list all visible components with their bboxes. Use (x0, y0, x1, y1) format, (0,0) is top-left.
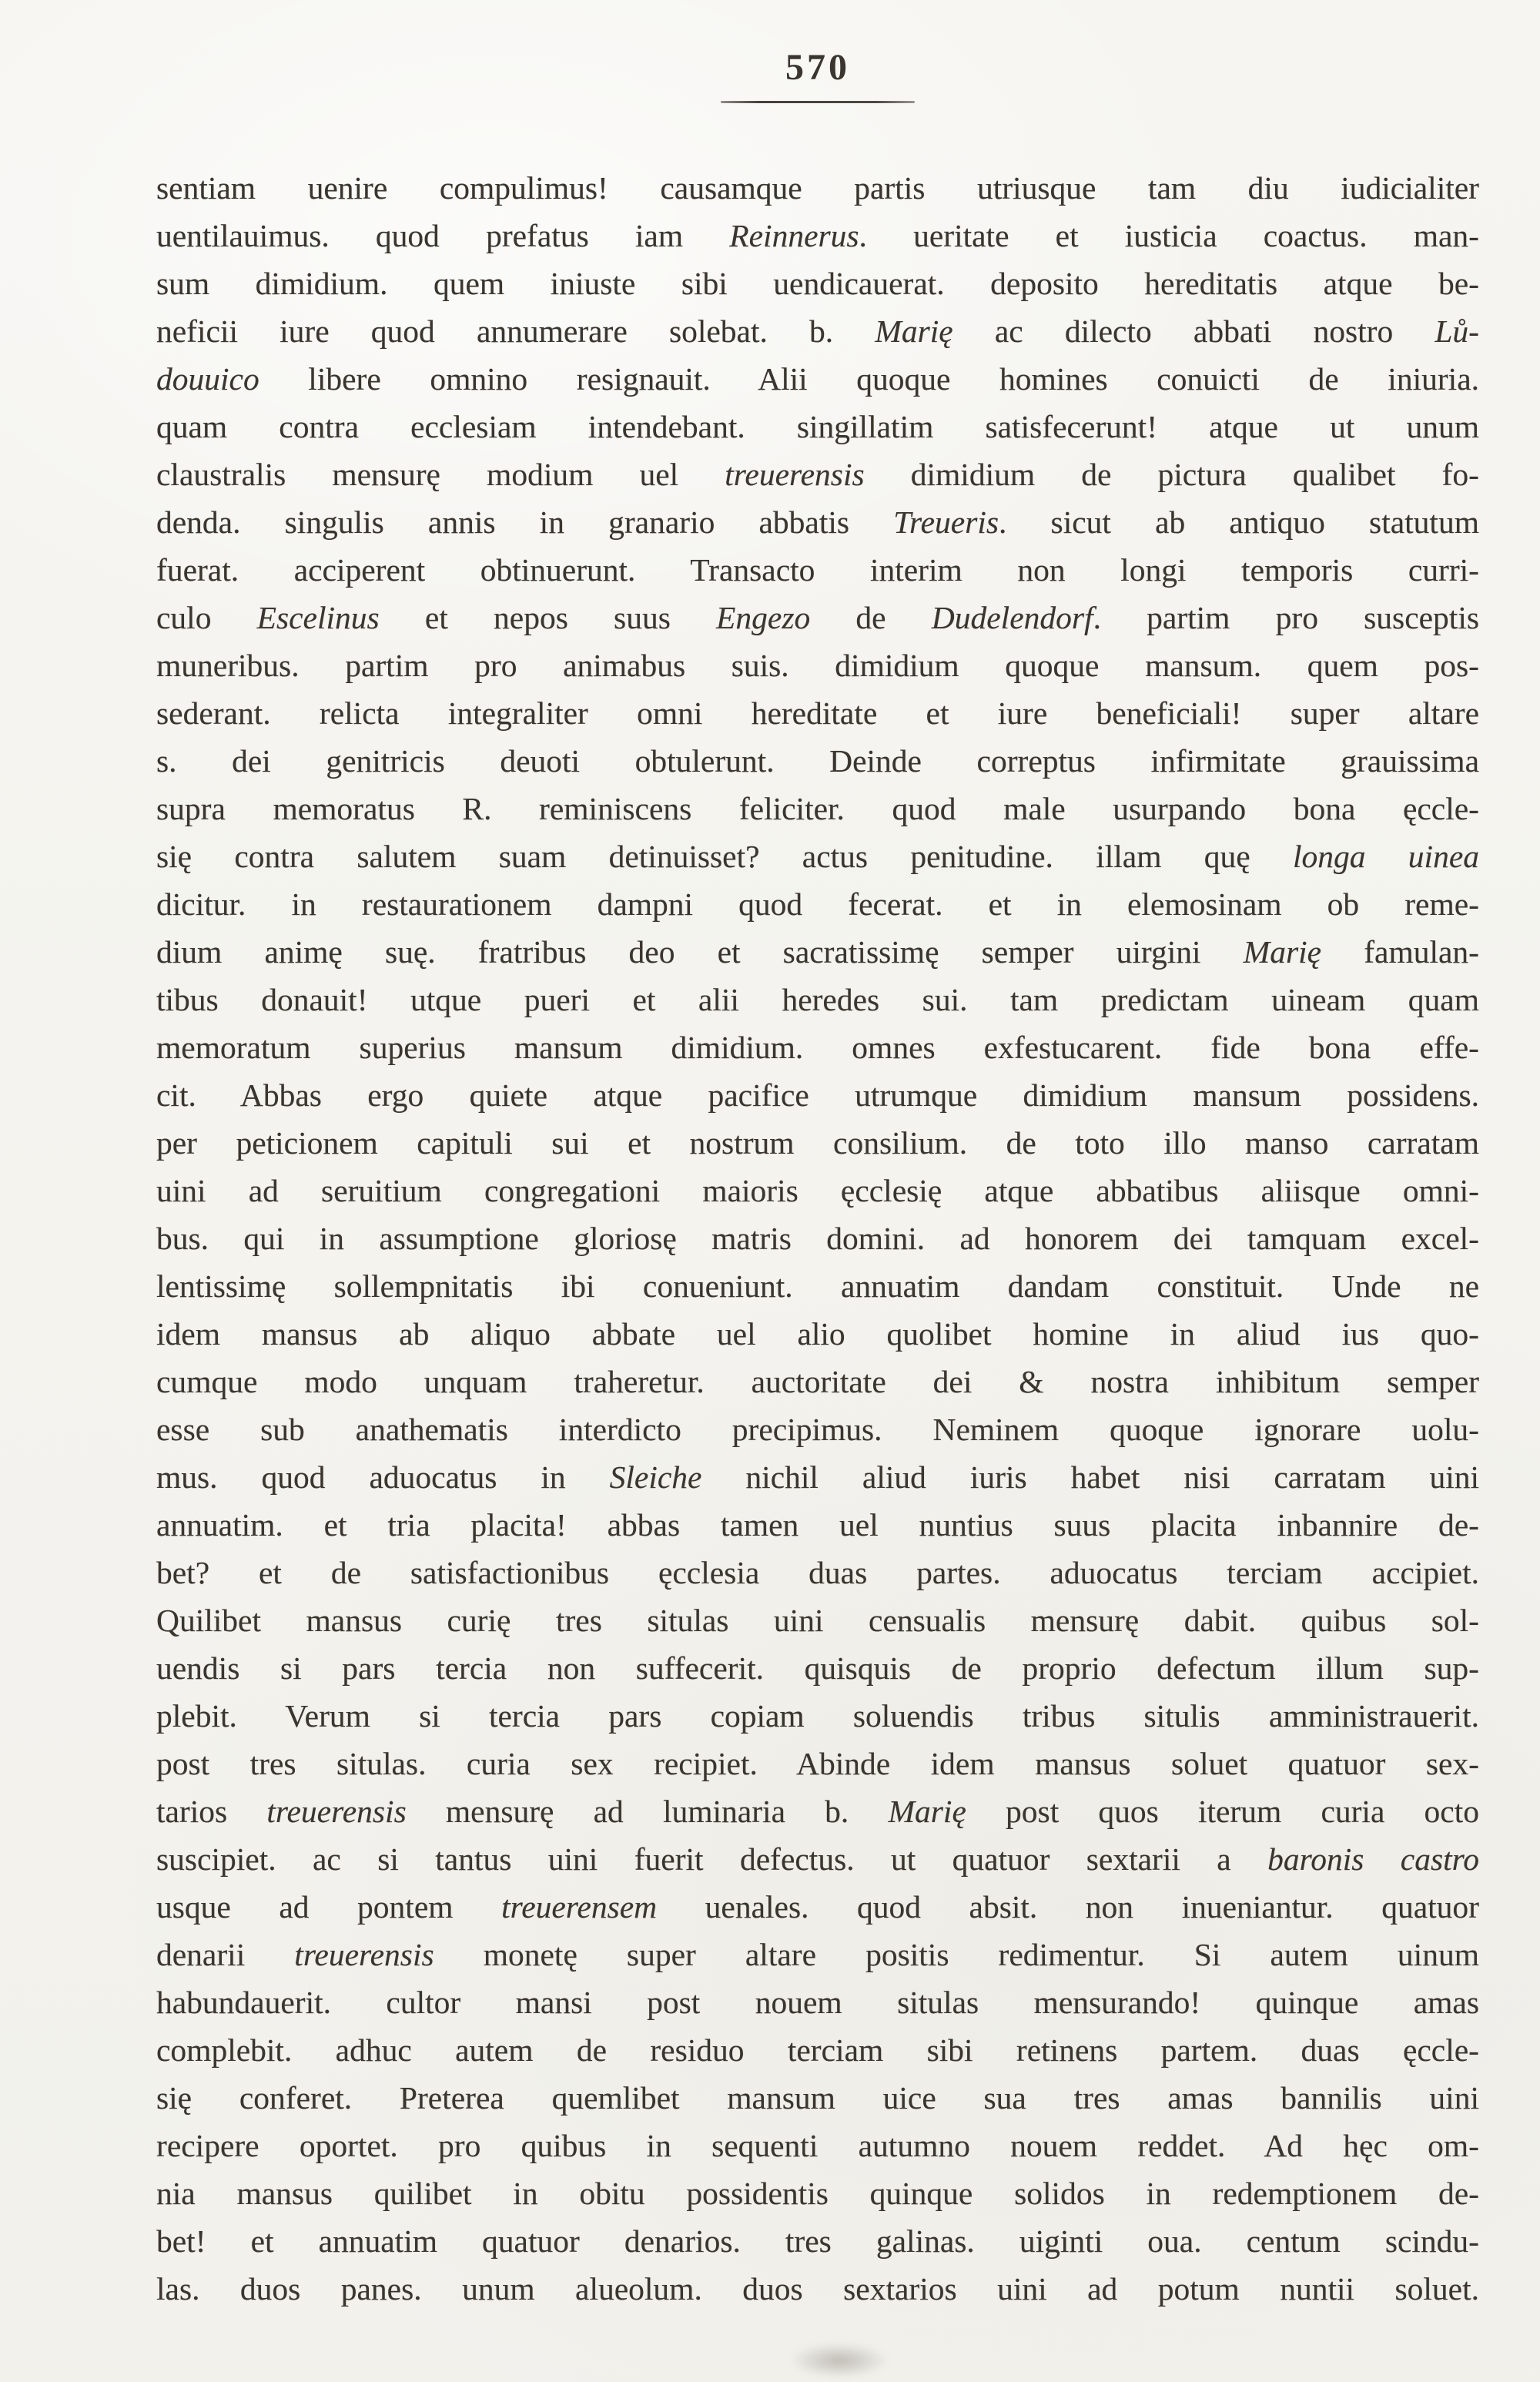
text-line (156, 1071, 1479, 1119)
text-line (156, 260, 1479, 307)
text-line (156, 1501, 1479, 1549)
italic-name: treuerensis (725, 457, 865, 492)
text-segment: uendis si pars tercia non suffecerit. quisquis de proprio defectum illum sup- (156, 1650, 1479, 1686)
text-line (156, 1692, 1479, 1740)
text-segment: s. dei genitricis deuoti obtulerunt. Deinde correptus infirmitate grauissima (156, 743, 1479, 779)
text-segment: quam contra ecclesiam intendebant. singillatim satisfecerunt! atque ut unum (156, 409, 1479, 444)
text-segment: las. duos panes. unum alueolum. duos sextarios uini ad potum nuntii soluet. (156, 2271, 1479, 2307)
text-line (156, 1596, 1479, 1644)
text-line (156, 1310, 1479, 1358)
text-line (156, 2217, 1479, 2265)
text-line (156, 880, 1479, 928)
italic-name: baronis castro (1267, 1841, 1479, 1877)
text-segment: uini ad seruitium congregationi maioris ęcclesię atque abbatibus aliisque omni- (156, 1173, 1479, 1208)
text-segment: sentiam uenire compulimus! causamque partis utriusque tam diu iudicialiter (156, 170, 1479, 206)
text-segment: bus. qui in assumptione gloriosę matris domini. ad honorem dei tamquam excel- (156, 1221, 1479, 1256)
italic-name: douuico (156, 361, 259, 397)
text-line (156, 164, 1479, 212)
text-segment: et nepos suus (379, 600, 717, 635)
text-segment: complebit. adhuc autem de residuo terciam sibi retinens partem. duas ęccle- (156, 2032, 1479, 2068)
text-segment: uenales. quod absit. non inueniantur. quatuor (657, 1889, 1479, 1925)
italic-name: Marię (1243, 934, 1322, 970)
text-segment: Quilibet mansus curię tres situlas uini censualis mensurę dabit. quibus sol- (156, 1603, 1479, 1638)
text-segment: . ueritate et iusticia coactus. man- (859, 218, 1479, 253)
italic-name: Reinnerus (729, 218, 859, 253)
text-segment: post tres situlas. curia sex recipiet. Abinde idem mansus soluet quatuor sex- (156, 1746, 1479, 1781)
text-line (156, 737, 1479, 785)
text-line (156, 1453, 1479, 1501)
text-segment: . partim pro susceptis (1093, 600, 1480, 635)
text-segment: się contra salutem suam detinuisset? actus penitudine. illam quę (156, 839, 1293, 874)
text-line (156, 1405, 1479, 1453)
text-segment: recipere oportet. pro quibus in sequenti autumno nouem reddet. Ad hęc om- (156, 2128, 1479, 2163)
text-segment: culo (156, 600, 257, 635)
text-segment: cit. Abbas ergo quiete atque pacifice utrumque dimidium mansum possidens. (156, 1077, 1479, 1113)
text-line (156, 976, 1479, 1023)
text-segment: się conferet. Preterea quemlibet mansum uice sua tres amas bannilis uini (156, 2080, 1479, 2116)
italic-name: Treueris (893, 504, 999, 540)
text-line (156, 307, 1479, 355)
text-segment: supra memoratus R. reminiscens feliciter. quod male usurpando bona ęccle- (156, 791, 1479, 826)
text-segment: mensurę ad luminaria b. (406, 1794, 889, 1829)
text-line (156, 1023, 1479, 1071)
text-line (156, 2026, 1479, 2074)
text-line (156, 1644, 1479, 1692)
text-segment: dimidium de pictura qualibet fo- (864, 457, 1479, 492)
text-segment: habundauerit. cultor mansi post nouem situlas mensurando! quinque amas (156, 1985, 1479, 2020)
text-segment: mus. quod aduocatus in (156, 1459, 610, 1495)
text-line (156, 2074, 1479, 2122)
text-line (156, 1931, 1479, 1978)
text-line (156, 403, 1479, 451)
text-segment: famulan- (1321, 934, 1480, 970)
text-line (156, 546, 1479, 594)
italic-name: longa uinea (1292, 839, 1479, 874)
text-line (156, 594, 1479, 642)
text-line (156, 642, 1479, 689)
text-segment: plebit. Verum si tercia pars copiam soluendis tribus situlis amministrauerit. (156, 1698, 1479, 1734)
text-block (156, 164, 1479, 2313)
text-segment: idem mansus ab aliquo abbate uel alio quolibet homine in aliud ius quo- (156, 1316, 1479, 1352)
text-segment: sum dimidium. quem iniuste sibi uendicauerat. deposito hereditatis atque be- (156, 266, 1479, 301)
text-line (156, 785, 1479, 833)
italic-name: Lů- (1435, 313, 1479, 349)
scan-smudge-artifact (774, 2337, 905, 2382)
text-line (156, 1358, 1479, 1405)
text-segment: nia mansus quilibet in obitu possidentis quinque solidos in redemptionem de- (156, 2176, 1479, 2211)
text-segment: claustralis mensurę modium uel (156, 457, 725, 492)
text-segment: memoratum superius mansum dimidium. omnes exfestucarent. fide bona effe- (156, 1030, 1479, 1065)
text-segment: bet? et de satisfactionibus ęcclesia duas partes. aduocatus terciam accipiet. (156, 1555, 1479, 1590)
text-segment: tarios (156, 1794, 267, 1829)
text-line (156, 928, 1479, 976)
text-segment: esse sub anathematis interdicto precipimus. Neminem quoque ignorare uolu- (156, 1412, 1479, 1447)
text-line (156, 451, 1479, 498)
text-segment: sederant. relicta integraliter omni hereditate et iure beneficiali! super altare (156, 695, 1479, 731)
italic-name: treuerensem (501, 1889, 658, 1925)
text-segment: usque ad pontem (156, 1889, 502, 1925)
italic-name: Marię (888, 1794, 966, 1829)
text-segment: nichil aliud iuris habet nisi carratam uini (701, 1459, 1479, 1495)
text-line (156, 498, 1479, 546)
text-segment: uentilauimus. quod prefatus iam (156, 218, 730, 253)
text-segment: dicitur. in restaurationem dampni quod fecerat. et in elemosinam ob reme- (156, 886, 1479, 922)
italic-name: Sleiche (609, 1459, 702, 1495)
text-line (156, 1167, 1479, 1214)
text-segment: lentissimę sollempnitatis ibi conueniunt. annuatim dandam constituit. Unde ne (156, 1268, 1479, 1304)
italic-name: Marię (875, 313, 953, 349)
text-line (156, 1883, 1479, 1931)
text-line (156, 1549, 1479, 1596)
text-line (156, 1214, 1479, 1262)
italic-name: Dudelendorf (931, 600, 1093, 635)
text-segment: suscipiet. ac si tantus uini fuerit defectus. ut quatuor sextarii a (156, 1841, 1268, 1877)
text-segment: post quos iterum curia octo (966, 1794, 1479, 1829)
text-segment: bet! et annuatim quatuor denarios. tres galinas. uiginti oua. centum scindu- (156, 2223, 1479, 2259)
text-segment: neficii iure quod annumerare solebat. b. (156, 313, 875, 349)
text-segment: . sicut ab antiquo statutum (999, 504, 1479, 540)
italic-name: Engezo (716, 600, 811, 635)
text-line (156, 1787, 1479, 1835)
page-header (156, 46, 1479, 103)
text-line (156, 2169, 1479, 2217)
text-segment: per peticionem capituli sui et nostrum consilium. de toto illo manso carratam (156, 1125, 1479, 1161)
text-line (156, 689, 1479, 737)
italic-name: Escelinus (256, 600, 380, 635)
text-line (156, 2122, 1479, 2169)
header-rule (721, 101, 915, 103)
text-line (156, 355, 1479, 403)
text-line (156, 212, 1479, 260)
text-line (156, 1978, 1479, 2026)
text-segment: dium animę suę. fratribus deo et sacratissimę semper uirgini (156, 934, 1244, 970)
text-line (156, 1740, 1479, 1787)
page-number: 570 (785, 47, 850, 88)
text-line (156, 1119, 1479, 1167)
text-line (156, 1262, 1479, 1310)
text-segment: annuatim. et tria placita! abbas tamen uel nuntius suus placita inbannire de- (156, 1507, 1479, 1543)
italic-name: treuerensis (294, 1937, 434, 1972)
text-segment: fuerat. acciperent obtinuerunt. Transacto interim non longi temporis curri- (156, 552, 1479, 588)
text-segment: denda. singulis annis in granario abbatis (156, 504, 894, 540)
text-line (156, 833, 1479, 880)
text-segment: ac dilecto abbati nostro (952, 313, 1435, 349)
text-line (156, 2265, 1479, 2313)
text-segment: tibus donauit! utque pueri et alii heredes sui. tam predictam uineam quam (156, 982, 1479, 1017)
text-segment: muneribus. partim pro animabus suis. dimidium quoque mansum. quem pos- (156, 648, 1479, 683)
italic-name: treuerensis (266, 1794, 407, 1829)
text-segment: libere omnino resignauit. Alii quoque homines conuicti de iniuria. (259, 361, 1479, 397)
text-line (156, 1835, 1479, 1883)
text-segment: de (810, 600, 932, 635)
text-segment: cumque modo unquam traheretur. auctoritate dei & nostra inhibitum semper (156, 1364, 1479, 1399)
text-segment: denarii (156, 1937, 295, 1972)
text-segment: monetę super altare positis redimentur. Si autem uinum (434, 1937, 1479, 1972)
